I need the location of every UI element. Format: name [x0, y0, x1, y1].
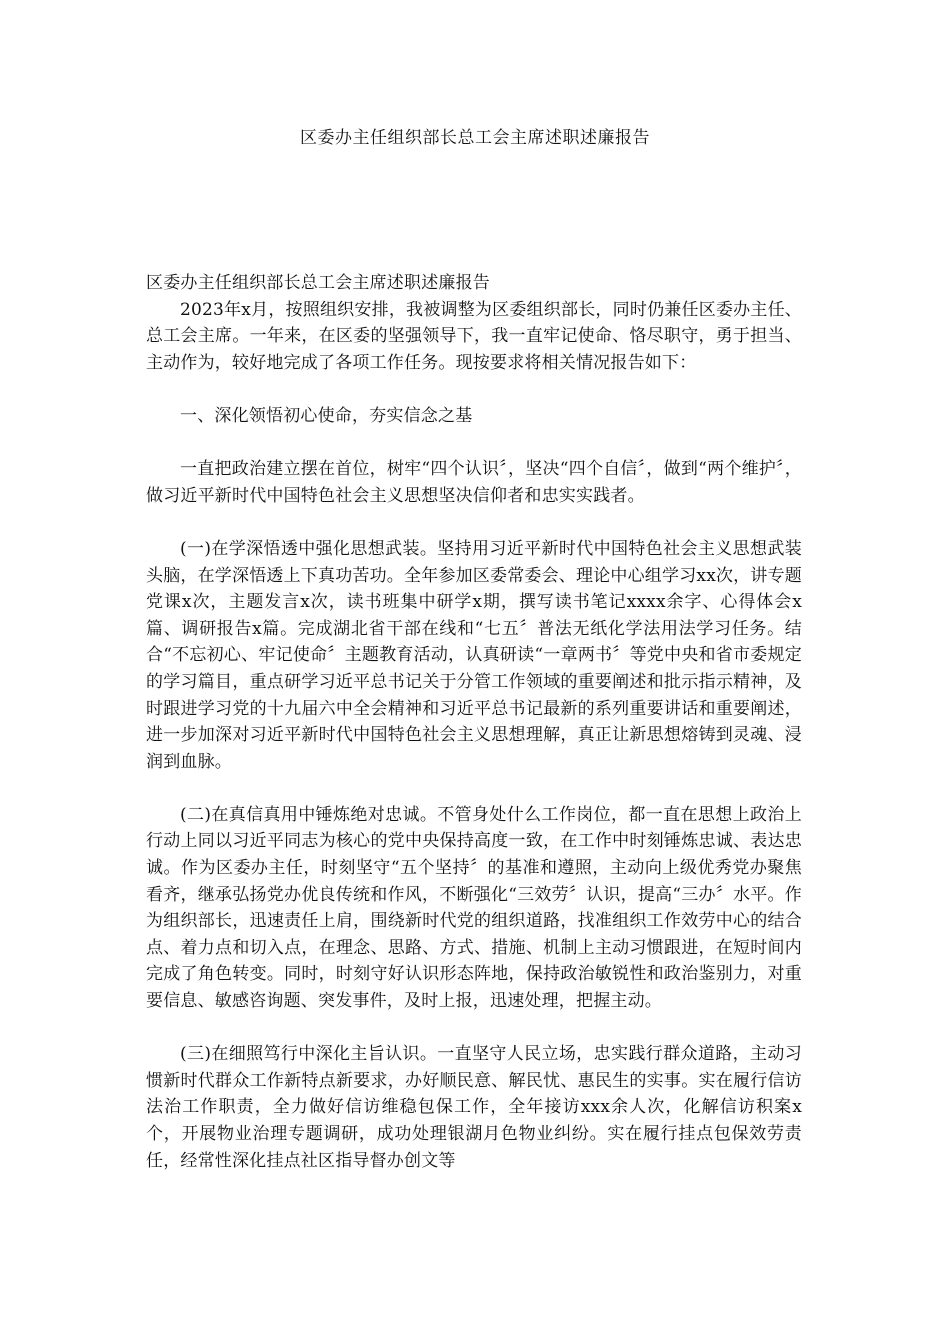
subsection-paragraph-1: (一)在学深悟透中强化思想武装。坚持用习近平新时代中国特色社会主义思想武装头脑，在学深悟透上下真功苦功。全年参加区委常委会、理论中心组学习xx次，讲专题党课x次，主题发言x次，读书班集中研学x期，撰写读书笔记xxxx余字、心得体会x篇、调研报告x篇。完成湖北省干部在线和“七五〞普法无纸化学法用法学习任务。结合“不忘初心、牢记使命〞主题教育活动，认真研读“一章两书〞等党中央和省市委规定的学习篇目，重点研学习近平总书记关于分管工作领域的重要阐述和批示指示精神，及时跟进学习党的十九届六中全会精神和习近平总书记最新的系列重要讲话和重要阐述，进一步加深对习近平新时代中国特色社会主义思想理解，真正让新思想熔铸到灵魂、浸润到血脉。 — [146, 538, 802, 772]
subsection-paragraph-3: (三)在细照笃行中深化主旨认识。一直坚守人民立场，忠实践行群众道路，主动习惯新时代群众工作新特点新要求，办好顺民意、解民忧、惠民生的实事。实在履行信访法治工作职责，全力做好信访维稳包保工作，全年接访xxx余人次，化解信访积案x个，开展物业治理专题调研，成功处理银湖月色物业纠纷。实在履行挂点包保效劳责任，经常性深化挂点社区指导督办创文等 — [146, 1044, 802, 1171]
subsection-paragraph-2: (二)在真信真用中锤炼绝对忠诚。不管身处什么工作岗位，都一直在思想上政治上行动上同以习近平同志为核心的党中央保持高度一致，在工作中时刻锤炼忠诚、表达忠诚。作为区委办主任，时刻坚守“五个坚持〞的基准和遵照，主动向上级优秀党办聚焦看齐，继承弘扬党办优良传统和作风，不断强化“三效劳〞认识，提高“三办〞水平。作为组织部长，迅速责任上肩，围绕新时代党的组织道路，找准组织工作效劳中心的结合点、着力点和切入点，在理念、思路、方式、措施、机制上主动习惯跟进，在短时间内完成了角色转变。同时，时刻守好认识形态阵地，保持政治敏锐性和政治鉴别力，对重要信息、敏感咨询题、突发事件，及时上报，迅速处理，把握主动。 — [146, 804, 802, 1012]
intro-paragraph: 2023年x月，按照组织安排，我被调整为区委组织部长，同时仍兼任区委办主任、总工会主席。一年来，在区委的坚强领导下，我一直牢记使命、恪尽职守，勇于担当、主动作为，较好地完成了各项工作任务。现按要求将相关情况报告如下： — [146, 299, 802, 373]
document-body — [146, 270, 802, 1174]
page-title: 区委办主任组织部长总工会主席述职述廉报告 — [300, 128, 650, 148]
body-title: 区委办主任组织部长总工会主席述职述廉报告 — [146, 273, 490, 293]
section-intro-paragraph: 一直把政治建立摆在首位，树牢“四个认识〞，坚决“四个自信〞，做到“两个维护〞，做习近平新时代中国特色社会主义思想坚决信仰者和忠实实践者。 — [146, 459, 802, 506]
section-heading-1: 一、深化领悟初心使命，夯实信念之基 — [180, 405, 473, 426]
